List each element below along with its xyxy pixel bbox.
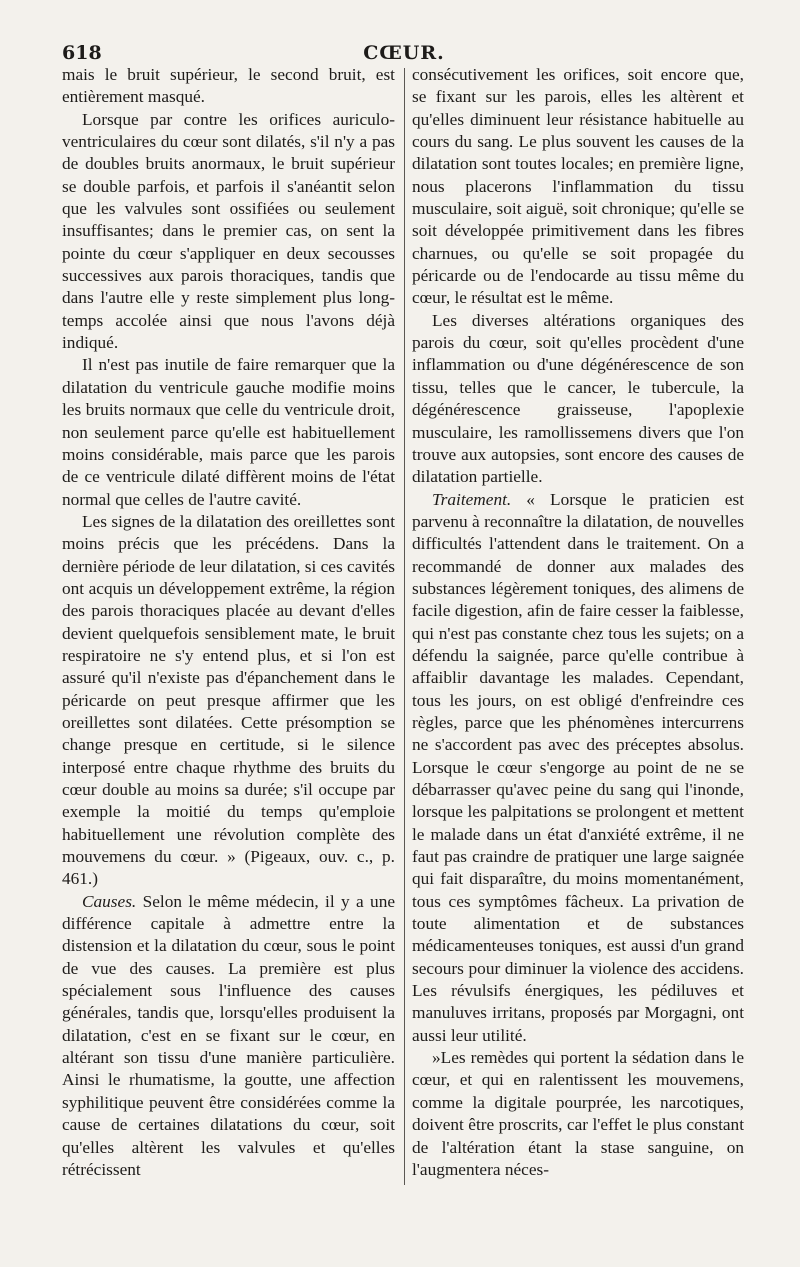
paragraph: »Les remèdes qui portent la sédation dans le cœur, et qui en ralentissent les mouvemens, comme la digitale pourprée, les narcotiques, doivent être proscrits, car l'effet le plus constant de l'altération étant la stase sanguine, on l'augmentera néces- [412,1048,744,1179]
paragraph-causes-text: Selon le même médecin, il y a une différence capitale à admettre entre la distension et la dilatation du cœur, sous le point de vue des causes. La première est plus spécialement sous l'influence des causes générales, tandis que, lorsqu'elles produisent la dilatation, c'est en se fixant sur le cœur, en altérant son tissu d'une manière particulière. Ainsi le rhumatisme, la goutte, une affection syphilitique peuvent être considérées comme la cause de certaines dilatations du cœur, soit qu'elles altèrent les valvules et qu'elles rétrécissent [62,891,395,1179]
paragraph-traitement-text: « Lorsque le praticien est parvenu à reconnaître la dilatation, de nouvelles difficultés l'attendent dans le traitement. On a recommandé de donner aux malades des substances légèrement toniques, des alimens de facile digestion, afin de faire cesser la faiblesse, qui n'est pas constante chez tous les sujets; on a défendu la saignée, parce qu'elle contribue à affaiblir davantage les malades. Cependant, tous les jours, on est obligé d'enfreindre ces règles, parce que les phénomènes intercurrens ne s'accordent pas avec des préceptes absolus. Lorsque le cœur s'engorge au point de ne se débarrasser qu'avec peine du sang qui l'inonde, lorsque les palpitations se prolongent et mettent le malade dans un état d'anxiété extrême, il ne faut pas craindre de pratiquer une large saignée qui fait disparaître, du moins momentanément, tous ces symptômes fâcheux. La privation de toute alimentation et de substances médicamenteuses toniques, est aussi d'un grand secours pour diminuer la violence des accidens. Les révulsifs énergiques, les pédiluves et manuluves irritans, proposés par Morgagni, ont aussi leur utilité. [412,489,744,1045]
section-label-traitement: Traitement. [432,489,512,509]
paragraph: Il n'est pas inutile de faire remarquer que la dilatation du ventricule gauche modifie moins les bruits normaux que celle du ventricule droit, non seulement parce qu'elle est habituellement moins considérable, mais parce que les parois de ce ventricule dilaté diffèrent moins de l'état normal que celles de l'autre cavité. [62,355,395,509]
paragraph: Lorsque par contre les orifices auriculo-ventriculaires du cœur sont dilatés, s'il n'y a pas de doubles bruits anormaux, le bruit supérieur se double parfois, et parfois il s'anéantit selon que les valvules sont ossifiées ou seulement insuffisantes; dans le premier cas, on sent la pointe du cœur s'appliquer en deux secousses successives aux parois thoraciques, tandis que dans l'autre elle y reste simplement plus long-temps accolée ainsi que nous l'avons déjà indiqué. [62,109,395,353]
page-number: 618 [62,42,102,64]
running-title: CŒUR. [363,42,445,64]
paragraph: consécutivement les orifices, soit encore que, se fixant sur les parois, elles les altèrent et qu'elles diminuent leur résistance habituelle au cours du sang. Le plus souvent les causes de la dilatation sont toutes locales; en première ligne, nous placerons l'inflammation du tissu musculaire, soit aiguë, soit chronique; qu'elle se soit développée primitivement dans les fibres charnues, ou qu'elle se soit propagée du péricarde ou de l'endocarde au tissu même du cœur, le résultat est le même. [412,65,744,308]
paragraph-causes [62,891,395,1181]
section-label-causes: Causes. [82,891,137,911]
column-divider [404,68,405,1185]
paragraph: Les signes de la dilatation des oreillettes sont moins précis que les précédens. Dans la dernière période de leur dilatation, si ces cavités ont acquis un développement extrême, la région des parois thoraciques placée au devant d'elles devient quelquefois sensiblement mate, le bruit respiratoire ne s'y entend plus, et si l'on est assuré qu'il n'existe pas d'épanchement dans le péricarde on peut presque affirmer que les oreillettes sont dilatées. Cette présomption se change presque en certitude, si le silence interposé entre chaque rhythme des bruits du cœur double au moins sa durée; s'il occupe par exemple la moitié du temps qu'emploie habituellement une révolution complète des mouvemens du cœur. » (Pigeaux, ouv. c., p. 461.) [62,511,396,889]
paragraph-traitement [412,489,744,1048]
paragraph: mais le bruit supérieur, le second bruit, est entièrement masqué. [62,65,395,107]
right-column [412,64,744,1181]
left-column [62,64,395,1181]
paragraph: Les diverses altérations organiques des parois du cœur, soit qu'elles procèdent d'une inflammation ou d'une dégénérescence de son tissu, telles que le cancer, le tubercule, la dégénérescence graisseuse, l'apoplexie musculaire, les ramollissemens divers que l'on trouve aux autopsies, sont encore des causes de dilatation partielle. [412,310,744,487]
